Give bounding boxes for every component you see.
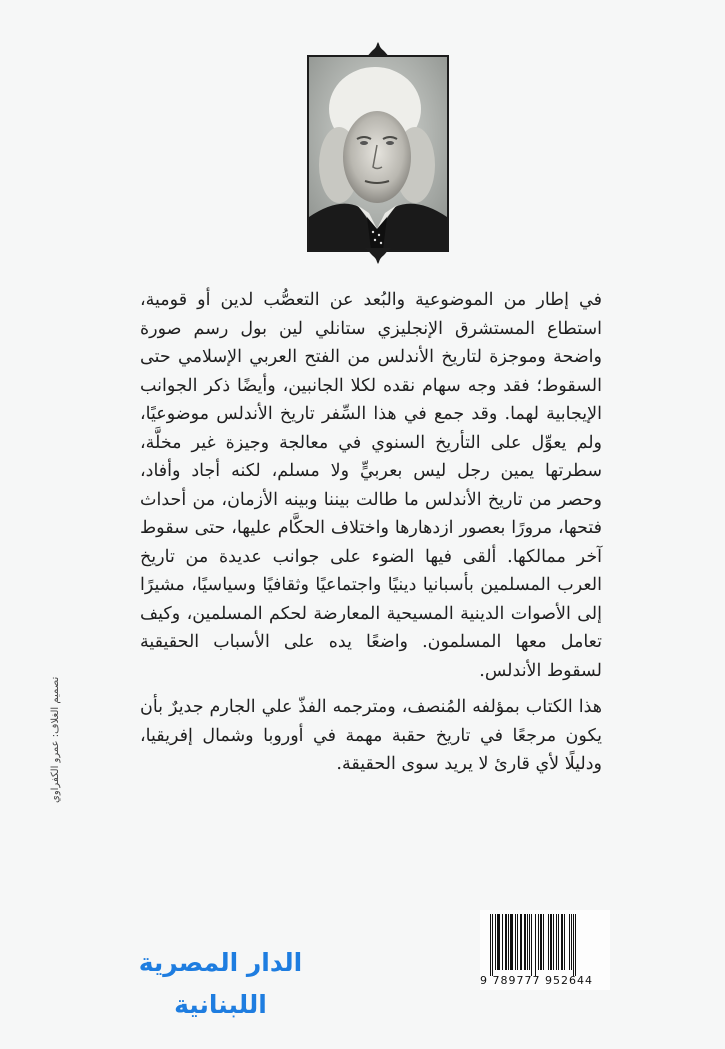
blurb-paragraph-2: هذا الكتاب بمؤلفه المُنصف، ومترجمه الفذّ علي الجارم جديرٌ بأن يكون مرجعًا في تاريخ حقبة مهمة في أوروبا وشمال إفريقيا، ودليلًا لأي قارئ لا يريد سوى الحقيقة. bbox=[140, 697, 602, 774]
back-cover-blurb bbox=[140, 286, 602, 787]
barcode-bars bbox=[490, 914, 602, 974]
barcode-bar bbox=[575, 914, 576, 976]
publisher-logo: الدار المصرية اللبنانية bbox=[138, 948, 303, 1019]
isbn-barcode bbox=[480, 910, 610, 990]
cover-design-credit: تصميم الغلاف: عمرو الكفراوي bbox=[50, 676, 61, 804]
blurb-paragraph-1: في إطار من الموضوعية والبُعد عن التعصُّب لدين أو قومية، استطاع المستشرق الإنجليزي ستانلي لين بول رسم صورة واضحة وموجزة لتاريخ الأندلس من الفتح العربي الإسلامي حتى السقوط؛ فقد وجه سهام نقده لكلا الجانبين، وأيضًا ذكر الجوانب الإيجابية لهما. وقد جمع في هذا السِّفر تاريخ الأندلس موضوعيًا، ولم يعوِّل على التأريخ السنوي في معالجة وجيزة غير مخلَّة، سطرتها يمين رجل ليس بعربيٍّ ولا مسلم، لكنه أجاد وأفاد، وحصر من تاريخ الأندلس ما طالت بيننا وبينه الأزمان، من أحداث فتحها، مرورًا بعصور ازدهارها واختلاف الحكَّام عليها، حتى سقوط آخر ممالكها. ألقى فيها الضوء على جوانب عديدة من تاريخ العرب المسلمين بأسبانيا دينيًا واجتماعيًا وثقافيًا وسياسيًا، مشيرًا إلى الأصوات الدينية المسيحية المعارضة لحكم المسلمين، وكيف تعامل معها المسلمون. واضعًا يده على الأسباب الحقيقية لسقوط الأندلس. bbox=[140, 290, 602, 681]
barcode-number: 9 789777 952644 bbox=[480, 974, 593, 987]
portrait-photo bbox=[307, 55, 449, 252]
author-portrait bbox=[307, 45, 449, 265]
frame-ornament-bottom-icon bbox=[363, 248, 393, 264]
